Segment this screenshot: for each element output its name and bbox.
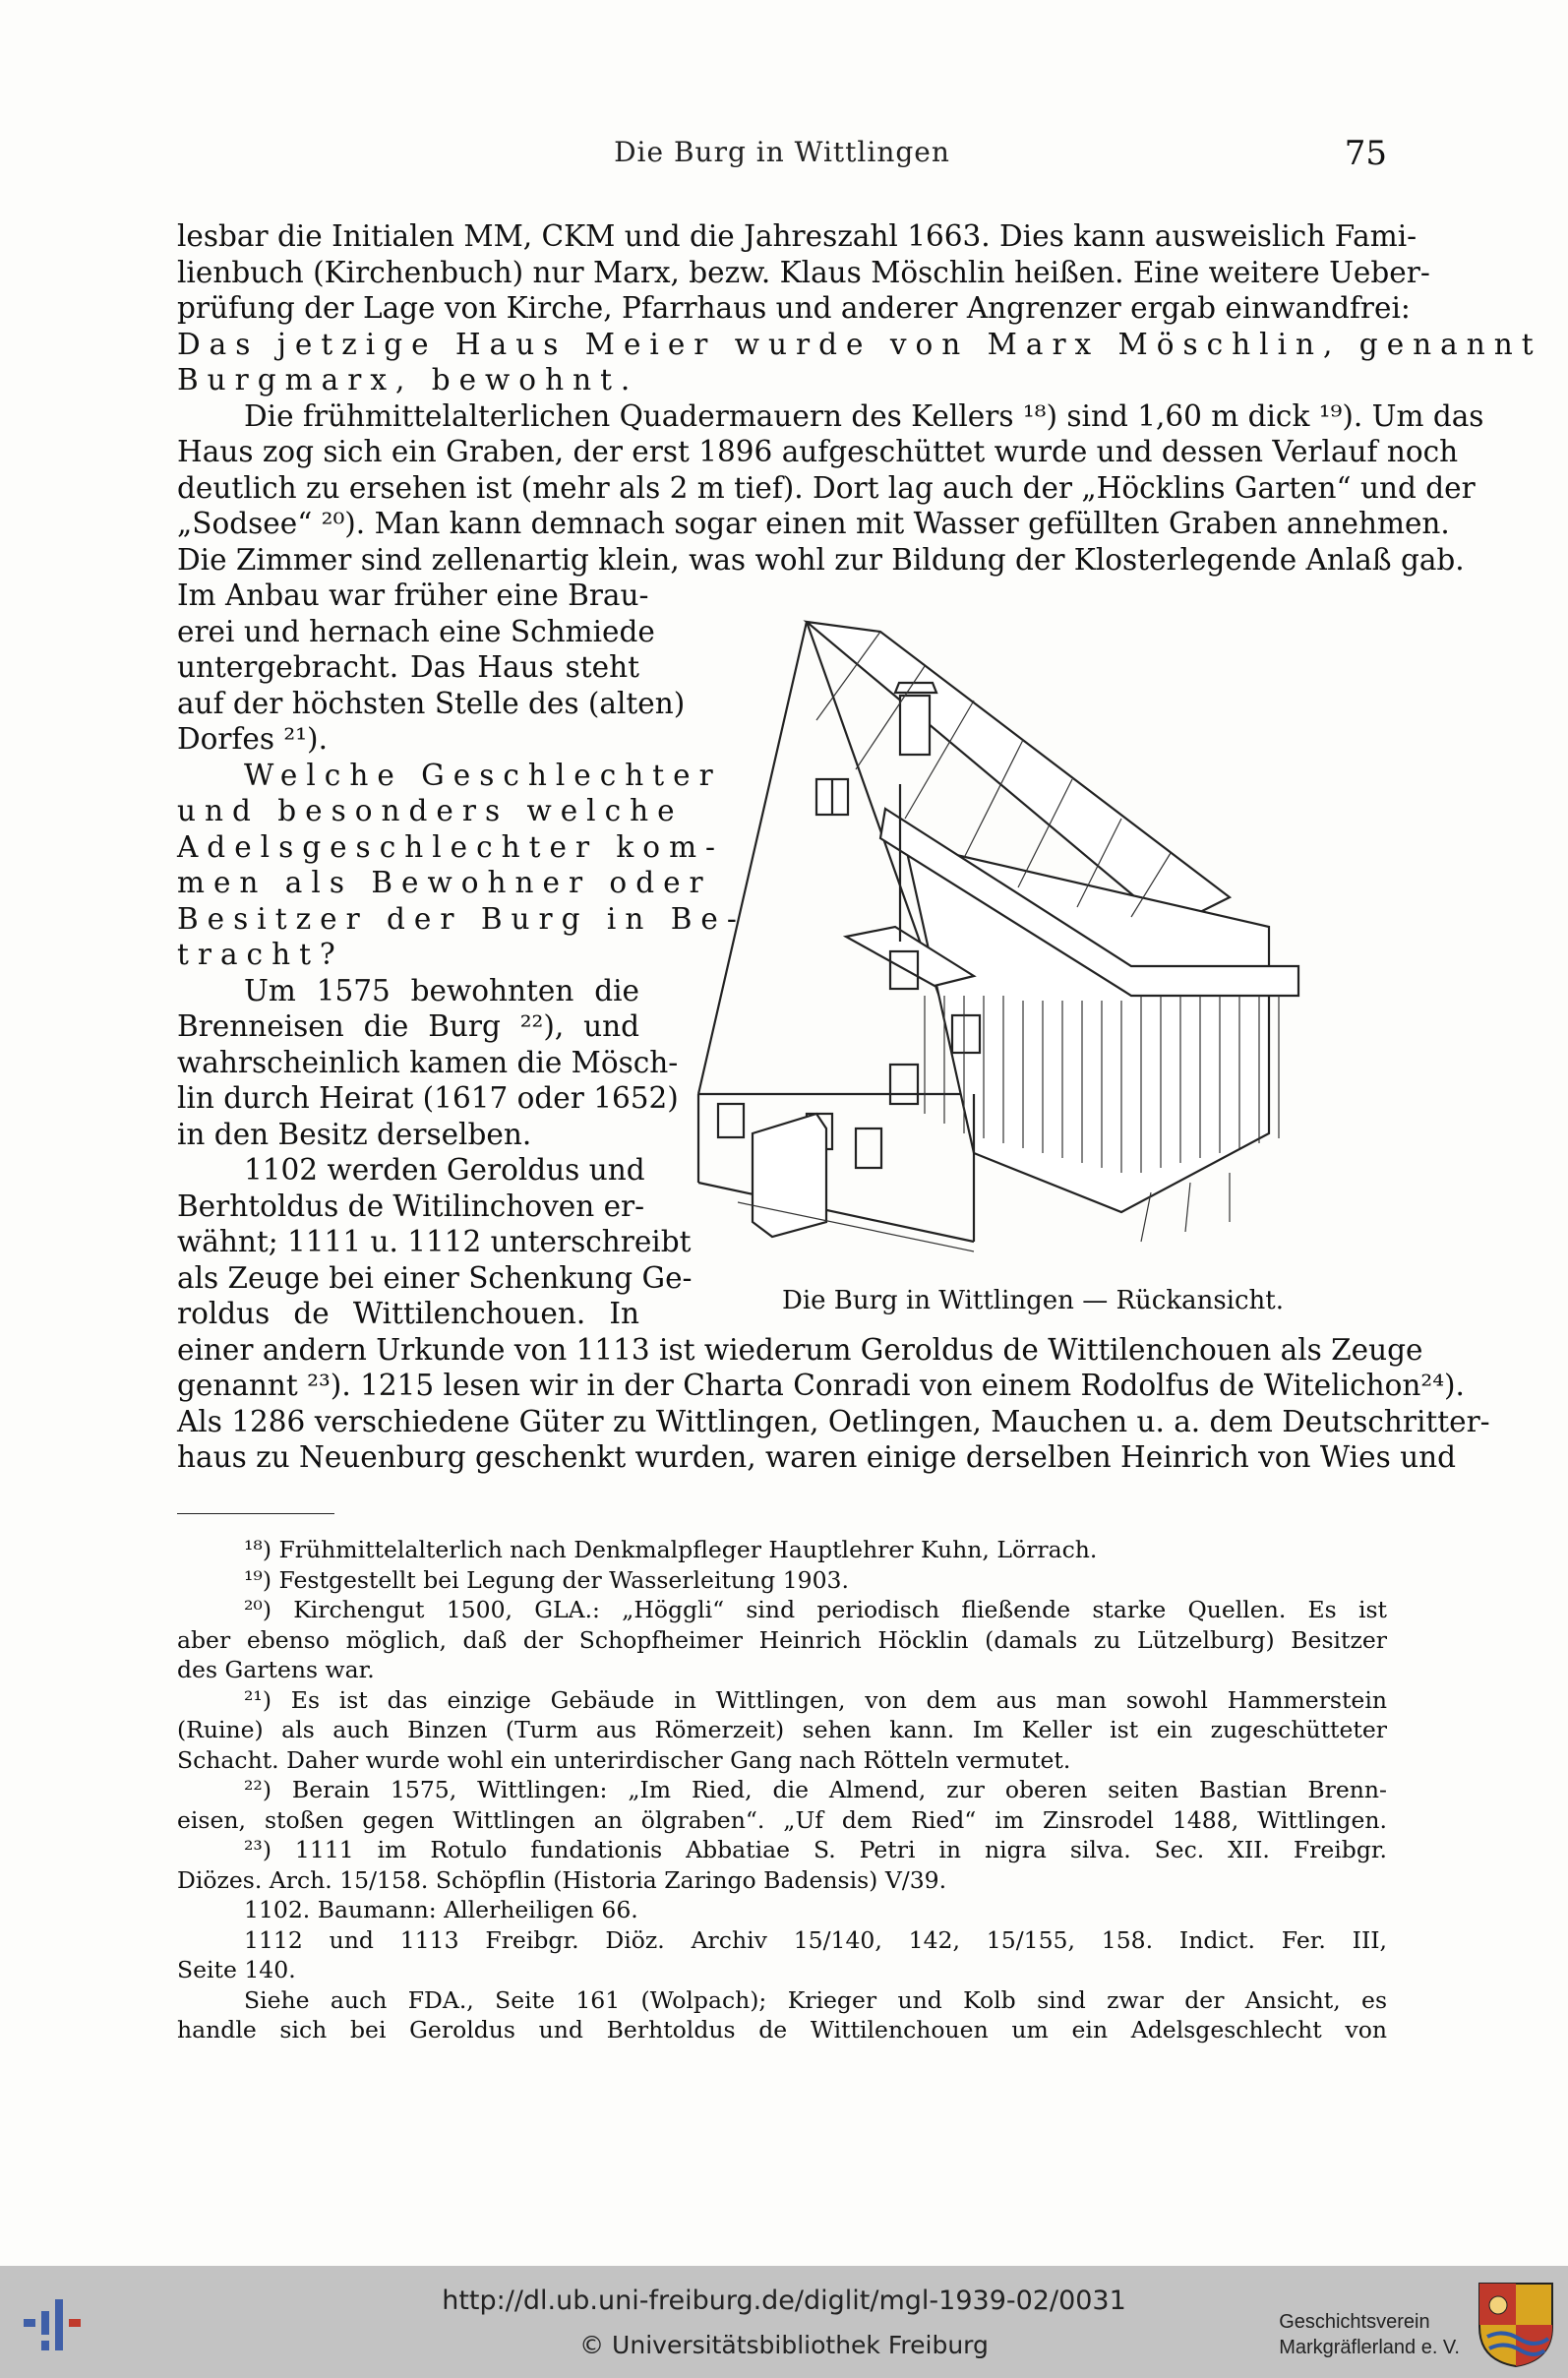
text-line: lin durch Heirat (1617 oder 1652)	[177, 1081, 679, 1115]
footnote-23	[177, 1835, 1387, 1895]
text-line: Die Zimmer sind zellenartig klein, was wohl zur Bildung der Klosterlegende Anlaß gab.	[177, 542, 1465, 577]
coat-of-arms-icon	[1474, 2278, 1558, 2368]
footnote-line: ²⁰) Kirchengut 1500, GLA.: „Höggli“ sind periodisch fließende starke Quellen. Es ist	[244, 1596, 1387, 1623]
figure-caption: Die Burg in Wittlingen — Rückansicht.	[781, 1286, 1285, 1315]
text-line: lienbuch (Kirchenbuch) nur Marx, bezw. Klaus Möschlin heißen. Eine weitere Ueber-	[177, 255, 1430, 289]
footnote-20	[177, 1595, 1387, 1685]
running-head	[177, 136, 1387, 175]
text-line-spaced: Das jetzige Haus Meier wurde von Marx Möschlin, genannt	[177, 327, 1542, 361]
question-line: tracht?	[177, 938, 344, 971]
text-line: 1102 werden Geroldus und	[244, 1153, 645, 1187]
footnote-22	[177, 1775, 1387, 1835]
page-number: 75	[1344, 134, 1387, 173]
text-line: auf der höchsten Stelle des (alten)	[177, 686, 686, 720]
footnote-line: ²¹) Es ist das einzige Gebäude in Wittlingen, von dem aus man sowohl Hammerstein	[244, 1685, 1387, 1714]
footnote-line: handle sich bei Geroldus und Berhtoldus de Wittilenchouen um ein Adelsgeschlecht von	[177, 2016, 1387, 2043]
publisher-name-line1: Geschichtsverein	[1279, 2311, 1430, 2333]
text-line: Die frühmittelalterlichen Quadermauern des Kellers ¹⁸) sind 1,60 m dick ¹⁹). Um das	[244, 398, 1484, 433]
text-line: in den Besitz derselben.	[177, 1117, 532, 1151]
publisher-name-line2: Markgräflerland e. V.	[1279, 2337, 1460, 2358]
footnote-line: Diözes. Arch. 15/158. Schöpflin (Historia Zaringo Badensis) V/39.	[177, 1865, 947, 1894]
footnote-line: 1112 und 1113 Freibgr. Diöz. Archiv 15/140, 142, 15/155, 158. Indict. Fer. III,	[244, 1925, 1387, 1954]
house-illustration	[679, 602, 1387, 1330]
text-line: wähnt; 1111 u. 1112 unterschreibt	[177, 1225, 692, 1258]
footnote-19	[177, 1565, 1387, 1596]
footnote-line: ²²) Berain 1575, Wittlingen: „Im Ried, die Almend, zur oberen seiten Bastian Brenn-	[244, 1776, 1387, 1803]
footnote-line: des Gartens war.	[177, 1656, 375, 1683]
text-line: „Sodsee“ ²⁰). Man kann demnach sogar einen mit Wasser gefüllten Graben annehmen.	[177, 507, 1450, 540]
footnote-1102	[177, 1895, 1387, 1925]
text-line: lesbar die Initialen MM, CKM und die Jahreszahl 1663. Dies kann ausweislich Fami-	[177, 219, 1417, 253]
text-line: Dorfes ²¹).	[177, 722, 328, 756]
text-line-spaced: Burgmarx, bewohnt.	[177, 363, 639, 396]
footnote-line: ¹⁹) Festgestellt bei Legung der Wasserleitung 1903.	[244, 1565, 849, 1594]
question-line: und besonders welche	[177, 794, 684, 827]
text-line: einer andern Urkunde von 1113 ist wiederum Geroldus de Wittilenchouen als Zeuge	[177, 1332, 1423, 1367]
footnote-line: ¹⁸) Frühmittelalterlich nach Denkmalpfleger Hauptlehrer Kuhn, Lörrach.	[244, 1536, 1098, 1563]
footnote-1112	[177, 1925, 1387, 1985]
footnote-line: aber ebenso möglich, daß der Schopfheimer Heinrich Höcklin (damals zu Lützelburg) Besitzer	[177, 1625, 1387, 1654]
question-line: men als Bewohner oder	[177, 866, 712, 899]
question-line: Besitzer der Burg in Be-	[177, 901, 746, 936]
text-line: als Zeuge bei einer Schenkung Ge-	[177, 1260, 693, 1295]
footnote-siehe	[177, 1985, 1387, 2045]
footnotes	[177, 1535, 1387, 2045]
question-line: Adelsgeschlechter kom-	[177, 829, 725, 864]
footnote-line: eisen, stoßen gegen Wittlingen an ölgraben“. „Uf dem Ried“ im Zinsrodel 1488, Wittlingen.	[177, 1805, 1387, 1834]
footnote-21	[177, 1685, 1387, 1776]
footnote-line: Schacht. Daher wurde wohl ein unterirdischer Gang nach Rötteln vermutet.	[177, 1745, 1071, 1774]
text-line: Berhtoldus de Witilinchoven er-	[177, 1189, 645, 1223]
text-line: Um 1575 bewohnten die	[244, 973, 639, 1007]
footnote-line: Siehe auch FDA., Seite 161 (Wolpach); Krieger und Kolb sind zwar der Ansicht, es	[244, 1985, 1387, 2014]
footnote-18	[177, 1535, 1387, 1565]
footnote-line: 1102. Baumann: Allerheiligen 66.	[244, 1896, 638, 1923]
permalink-url[interactable]: http://dl.ub.uni-freiburg.de/diglit/mgl-1939-02/0031	[442, 2286, 1126, 2316]
text-line: roldus de Wittilenchouen. In	[177, 1297, 639, 1330]
text-line: Haus zog sich ein Graben, der erst 1896 aufgeschüttet wurde und dessen Verlauf noch	[177, 435, 1459, 468]
text-line: deutlich zu ersehen ist (mehr als 2 m tief). Dort lag auch der „Höcklins Garten“ und der	[177, 470, 1476, 505]
footnote-line: Seite 140.	[177, 1956, 296, 1983]
question-line: Welche Geschlechter	[244, 758, 722, 792]
house-drawing	[679, 602, 1387, 1271]
text-line: wahrscheinlich kamen die Mösch-	[177, 1045, 679, 1079]
footnote-rule	[177, 1513, 334, 1514]
text-line: untergebracht. Das Haus steht	[177, 650, 639, 684]
text-line: erei und hernach eine Schmiede	[177, 614, 655, 648]
text-line: prüfung der Lage von Kirche, Pfarrhaus und anderer Angrenzer ergab einwandfrei:	[177, 291, 1411, 325]
copyright-notice: © Universitätsbibliothek Freiburg	[579, 2331, 989, 2359]
footnote-line: (Ruine) als auch Binzen (Turm aus Römerzeit) sehen kann. Im Keller ist ein zugeschütteter	[177, 1716, 1387, 1743]
text-line: Als 1286 verschiedene Güter zu Wittlingen, Oetlingen, Mauchen u. a. dem Deutschritter-	[177, 1404, 1490, 1438]
publisher-name	[1279, 2309, 1460, 2360]
text-line: Im Anbau war früher eine Brau-	[177, 579, 649, 612]
text-line: Brenneisen die Burg ²²), und	[177, 1009, 639, 1043]
text-line: genannt ²³). 1215 lesen wir in der Charta Conradi von einem Rodolfus de Witelichon²⁴).	[177, 1369, 1465, 1402]
text-line: haus zu Neuenburg geschenkt wurden, waren einige derselben Heinrich von Wies und	[177, 1440, 1456, 1474]
footnote-line: ²³) 1111 im Rotulo fundationis Abbatiae S. Petri in nigra silva. Sec. XII. Freibgr.	[244, 1836, 1387, 1863]
viewer-footer	[0, 2266, 1568, 2378]
running-title: Die Burg in Wittlingen	[614, 136, 950, 168]
